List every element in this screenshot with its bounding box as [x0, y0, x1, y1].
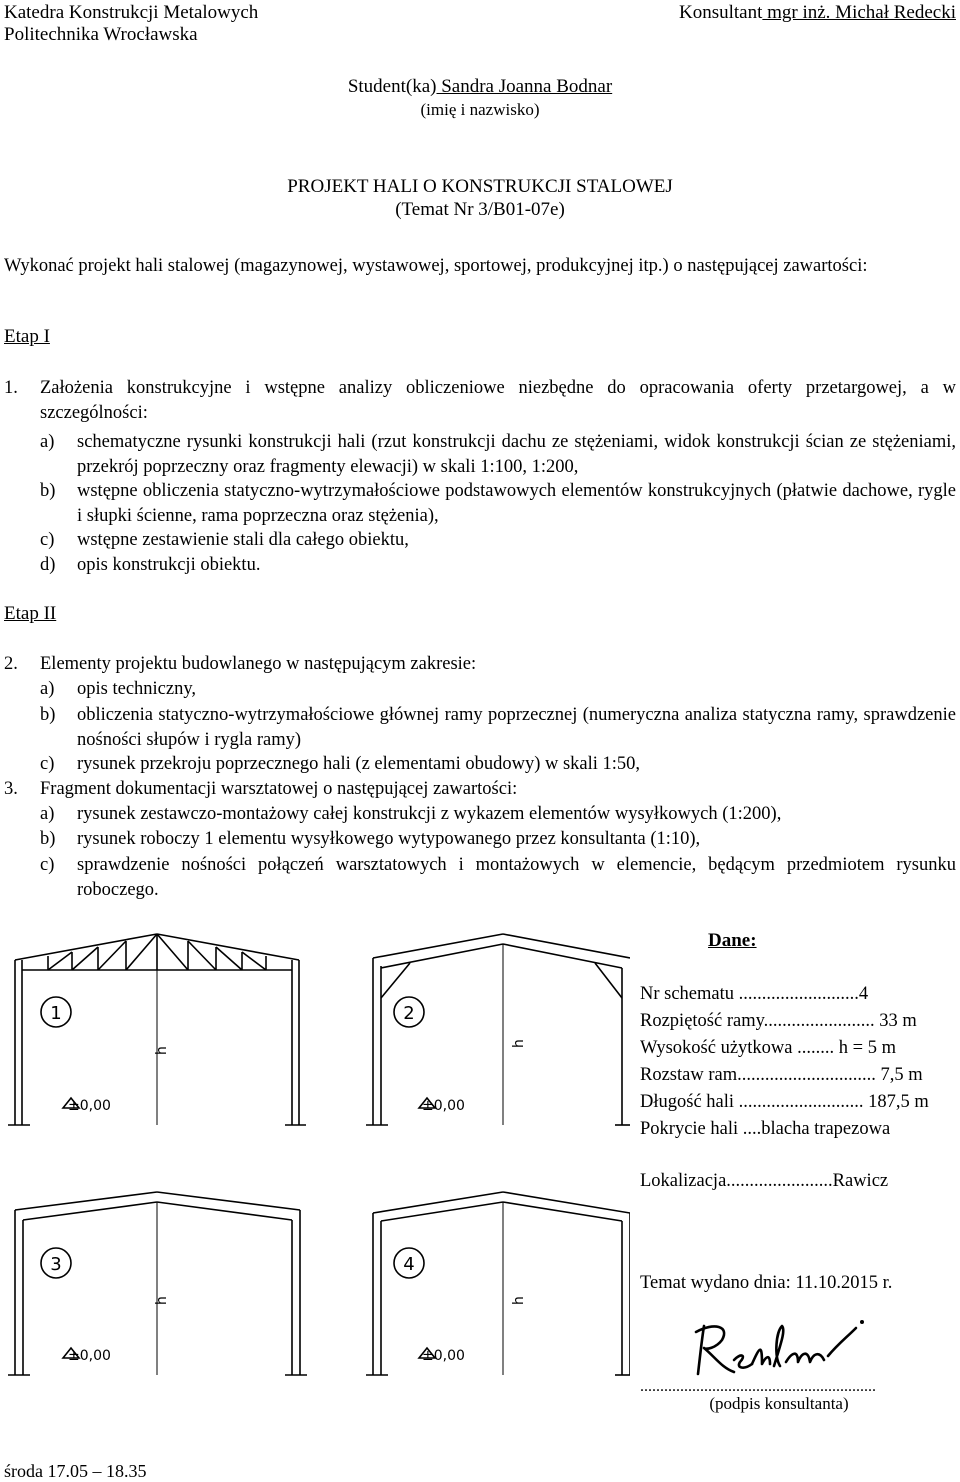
scheme-2-h-label: h [511, 1039, 527, 1048]
department-name: Katedra Konstrukcji Metalowych [4, 2, 259, 23]
stage1-number: 1. [4, 378, 18, 398]
stage1-item-b-label: b) [40, 481, 56, 501]
scheme-4-h-label: h [511, 1296, 527, 1305]
scheme-1-frame [8, 934, 306, 1125]
p3-item-b: rysunek roboczy 1 elementu wysyłkowego wytypowanego przez konsultanta (1:10), [77, 829, 701, 849]
stage1-item-d-label: d) [40, 555, 56, 575]
scheme-3-frame [8, 1192, 307, 1375]
scheme-4-number: 4 [403, 1254, 415, 1275]
scheme-1-h-label: h [154, 1046, 170, 1055]
p2-item-a: opis techniczny, [77, 679, 197, 699]
issued-line [640, 1270, 950, 1298]
student-caption: (imię i nazwisko) [420, 100, 540, 119]
p2-item-c: rysunek przekroju poprzecznego hali (z elementami obudowy) w skali 1:50, [77, 754, 641, 774]
issued-date: 11.10.2015 r. [795, 1273, 893, 1293]
student-line [0, 76, 960, 98]
dane-row-roofing: Pokrycie hali ....blacha trapezowa [640, 1119, 891, 1139]
stage2-p3-text: Fragment dokumentacji warsztatowej o następującej zawartości: [40, 779, 518, 799]
p2-item-a-label: a) [40, 679, 55, 699]
dane-location: Lokalizacja.......................Rawicz [640, 1171, 889, 1191]
dane-row-length: Długość hali ........................... 187,5 m [640, 1092, 929, 1112]
stage1-item-a-label: a) [40, 432, 55, 452]
dane-row-height: Wysokość użytkowa ........ h = 5 m [640, 1038, 896, 1058]
project-topic: (Temat Nr 3/B01-07e) [395, 199, 565, 220]
dane-row-scheme: Nr schematu ..........................4 [640, 984, 869, 1004]
issued-label: Temat wydano dnia: [640, 1273, 791, 1293]
stage1-title: Etap I [4, 326, 50, 347]
project-title: PROJEKT HALI O KONSTRUKCJI STALOWEJ [287, 176, 673, 197]
scheme-2-frame [366, 934, 630, 1125]
stage2-p2-number: 2. [4, 654, 18, 674]
consultant-label: Konsultant [678, 2, 763, 23]
header-right [679, 2, 956, 24]
p2-item-b: obliczenia statyczno-wytrzymałościowe głównej ramy poprzecznej (numeryczna analiza statyczna ramy, sprawdzenie nośności słupów i rygla ramy) [77, 705, 956, 750]
p2-item-b-label: b) [40, 705, 56, 725]
stage1-item-a: schematyczne rysunki konstrukcji hali (rzut konstrukcji dachu ze stężeniami, widok konstrukcji ścian ze stężeniami, przekrój poprzeczny oraz fragmenty elewacji) w skali 1:100, 1:200, [77, 432, 956, 477]
stage1-item-c: wstępne zestawienie stali dla całego obiektu, [77, 530, 409, 550]
intro-paragraph: Wykonać projekt hali stalowej (magazynowej, wystawowej, sportowej, produkcyjnej itp.) o następującej zawartości: [4, 256, 868, 276]
scheme-2-level: ±0,00 [422, 1098, 465, 1114]
frame-schemes [0, 930, 630, 1450]
stage1-item-d: opis konstrukcji obiektu. [77, 555, 261, 575]
footer-schedule: środa 17.05 – 18.35 [4, 1461, 147, 1481]
p3-item-a: rysunek zestawczo-montażowy całej konstrukcji z wykazem elementów wysyłkowych (1:200), [77, 804, 782, 824]
stage2-p3-number: 3. [4, 779, 18, 799]
stage2-title: Etap II [4, 603, 57, 624]
p3-item-c: sprawdzenie nośności połączeń warsztatowych i montażowych w elemencie, będącym przedmiotem rysunku roboczego. [77, 855, 956, 900]
dane-title: Dane: [708, 930, 757, 951]
stage1-text: Założenia konstrukcyjne i wstępne analizy obliczeniowe niezbędne do opracowania oferty przetargowej, a w szczególności: [40, 378, 956, 423]
p3-item-c-label: c) [40, 855, 55, 875]
consultant-signature [690, 1316, 890, 1386]
scheme-2-number: 2 [403, 1003, 415, 1024]
signature-line: ........................................................... [640, 1378, 876, 1395]
signature-caption: (podpis konsultanta) [709, 1394, 849, 1413]
scheme-3-number: 3 [50, 1254, 62, 1275]
university-name: Politechnika Wrocławska [4, 24, 198, 45]
stage2-p2-text: Elementy projektu budowlanego w następującym zakresie: [40, 654, 477, 674]
scheme-4-level: ±0,00 [422, 1348, 465, 1364]
stage1-item-c-label: c) [40, 530, 55, 550]
dane-row-span: Rozpiętość ramy........................ 33 m [640, 1011, 917, 1031]
p3-item-b-label: b) [40, 829, 56, 849]
scheme-3-level: ±0,00 [68, 1348, 111, 1364]
stage1-item-b: wstępne obliczenia statyczno-wytrzymałościowe podstawowych elementów konstrukcyjnych (płatwie dachowe, rygle i słupki ścienne, rama poprzeczna oraz stężenia), [77, 481, 956, 526]
scheme-4-frame [366, 1192, 630, 1375]
header-left [4, 2, 258, 46]
dane-row-spacing: Rozstaw ram.............................. 7,5 m [640, 1065, 923, 1085]
p2-item-c-label: c) [40, 754, 55, 774]
consultant-name: mgr inż. Michał Redecki [762, 2, 956, 23]
student-label: Student(ka) [347, 76, 437, 97]
student-name: Sandra Joanna Bodnar [436, 76, 613, 97]
scheme-3-h-label: h [154, 1296, 170, 1305]
scheme-1-level: ±0,00 [68, 1098, 111, 1114]
scheme-1-number: 1 [50, 1003, 62, 1024]
p3-item-a-label: a) [40, 804, 55, 824]
